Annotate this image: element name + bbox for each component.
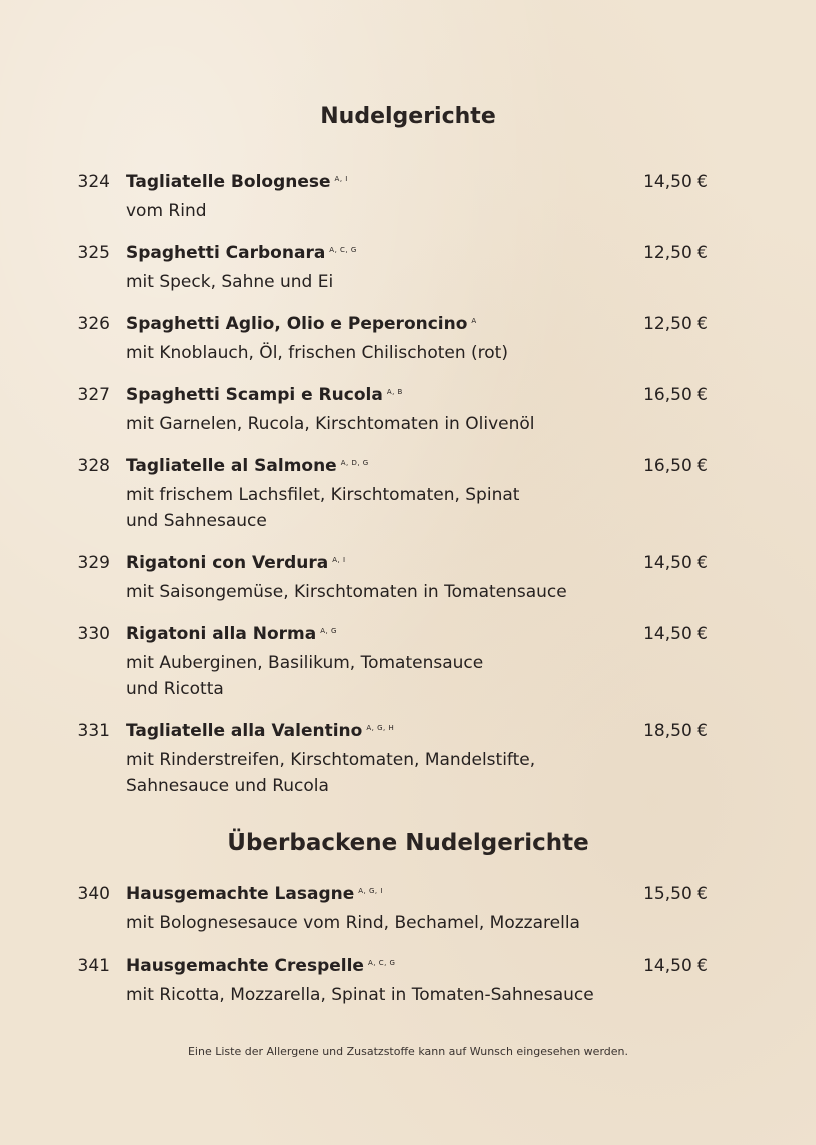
section-title-nudelgerichte: Nudelgerichte <box>320 104 496 129</box>
item-number: 340 <box>77 884 110 904</box>
item-description: mit Knoblauch, Öl, frischen Chilischoten (rot) <box>126 343 508 363</box>
item-allergens: A, C, G <box>329 246 357 254</box>
item-price: 16,50 € <box>643 456 708 476</box>
item-number: 325 <box>77 243 110 263</box>
item-description: mit Saisongemüse, Kirschtomaten in Tomatensauce <box>126 582 567 602</box>
item-allergens: A, G, H <box>366 724 395 732</box>
item-allergens: A <box>471 317 477 325</box>
section-title-ueberbackene-nudelgerichte: Überbackene Nudelgerichte <box>227 830 589 856</box>
item-name: Rigatoni con Verdura $^{A, I}$ <box>126 553 346 573</box>
item-description: mit Bolognesesauce vom Rind, Bechamel, Mozzarella <box>126 913 580 933</box>
item-allergens: A, G, I <box>358 887 383 895</box>
item-description: vom Rind <box>126 201 207 221</box>
item-price: 14,50 € <box>643 172 708 192</box>
item-number: 331 <box>77 721 110 741</box>
item-number: 330 <box>77 624 110 644</box>
item-name: Tagliatelle al Salmone $^{A, D, G}$ <box>126 456 369 476</box>
item-number: 324 <box>77 172 110 192</box>
item-number: 327 <box>77 385 110 405</box>
item-number: 326 <box>77 314 110 334</box>
item-name: Hausgemachte Crespelle $^{A, C, G}$ <box>126 956 396 976</box>
item-number: 328 <box>77 456 110 476</box>
item-price: 14,50 € <box>643 624 708 644</box>
item-description: mit Garnelen, Rucola, Kirschtomaten in Olivenöl <box>126 414 535 434</box>
item-price: 12,50 € <box>643 243 708 263</box>
allergen-note: Eine Liste der Allergene und Zusatzstoffe kann auf Wunsch eingesehen werden. <box>187 1045 628 1058</box>
item-description: mit Ricotta, Mozzarella, Spinat in Tomaten-Sahnesauce <box>126 985 594 1005</box>
item-description: mit Rinderstreifen, Kirschtomaten, Mandelstifte, Sahnesauce und Rucola <box>126 750 536 796</box>
item-description: mit Auberginen, Basilikum, Tomatensauce und Ricotta <box>126 653 484 699</box>
item-price: 18,50 € <box>643 721 708 741</box>
item-name: Tagliatelle Bolognese $^{A, I}$ <box>126 172 348 192</box>
item-number: 329 <box>77 553 110 573</box>
item-name: Spaghetti Aglio, Olio e Peperoncino $^A$ <box>126 314 477 334</box>
item-allergens: A, B <box>386 388 403 396</box>
item-allergens: A, C, G <box>367 959 396 967</box>
item-name: Hausgemachte Lasagne $^{A, G, I}$ <box>126 884 383 904</box>
item-name: Spaghetti Carbonara $^{A, C, G}$ <box>126 243 357 263</box>
item-description: mit Speck, Sahne und Ei <box>126 272 334 292</box>
item-allergens: A, G <box>320 627 337 635</box>
item-number: 341 <box>77 956 110 976</box>
item-price: 15,50 € <box>643 884 708 904</box>
item-name: Spaghetti Scampi e Rucola $^{A, B}$ <box>126 385 403 405</box>
item-description: mit frischem Lachsfilet, Kirschtomaten, Spinat und Sahnesauce <box>126 485 520 531</box>
item-allergens: A, I <box>332 556 346 564</box>
item-price: 14,50 € <box>643 553 708 573</box>
item-allergens: A, I <box>334 175 348 183</box>
item-name: Rigatoni alla Norma $^{A, G}$ <box>126 624 337 644</box>
item-price: 14,50 € <box>643 956 708 976</box>
item-price: 12,50 € <box>643 314 708 334</box>
item-price: 16,50 € <box>643 385 708 405</box>
item-allergens: A, D, G <box>340 459 369 467</box>
item-name: Tagliatelle alla Valentino $^{A, G, H}$ <box>126 721 395 741</box>
